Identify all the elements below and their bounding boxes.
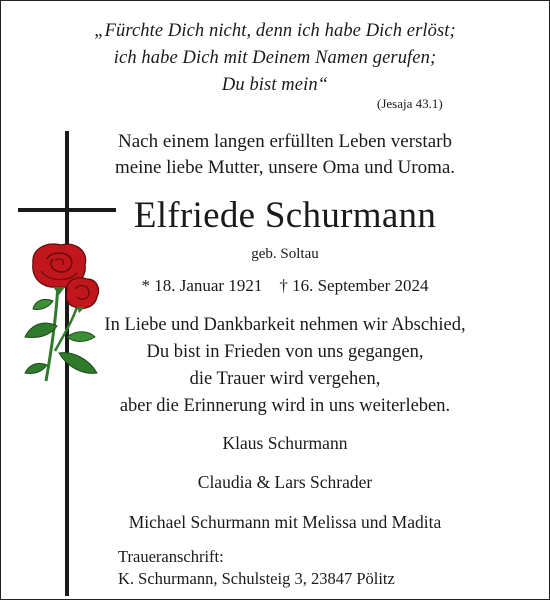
quote-line-2: ich habe Dich mit Deinem Namen gerufen; (113, 48, 437, 68)
family-member: Michael Schurmann mit Melissa und Madita (128, 512, 442, 532)
quote-line-3: Du bist mein“ (221, 75, 329, 95)
farewell-line-3: die Trauer wird vergehen, (189, 369, 381, 389)
address-value: K. Schurmann, Schulsteig 3, 23847 Pölitz (118, 569, 395, 588)
quote-line-1: „Fürchte Dich nicht, denn ich habe Dich erlöst; (94, 21, 456, 41)
family-member: Claudia & Lars Schrader (197, 472, 373, 492)
farewell-line-1: In Liebe und Dankbarkeit nehmen wir Abschied, (104, 315, 466, 335)
farewell-line-2: Du bist in Frieden von uns gegangen, (146, 342, 424, 362)
intro-line-1: Nach einem langen erfüllten Leben verstarb (118, 131, 452, 152)
family-member: Klaus Schurmann (222, 433, 348, 453)
address-label: Traueranschrift: (118, 547, 224, 566)
maiden-name: geb. Soltau (251, 246, 319, 262)
quote-reference: (Jesaja 43.1) (377, 96, 443, 111)
deceased-name: Elfriede Schurmann (133, 195, 437, 236)
life-dates: * 18. Januar 1921 † 16. September 2024 (141, 276, 429, 295)
farewell-line-4: aber die Erinnerung wird in uns weiterleben. (119, 396, 451, 416)
intro-line-2: meine liebe Mutter, unsere Oma und Uroma. (114, 157, 456, 178)
